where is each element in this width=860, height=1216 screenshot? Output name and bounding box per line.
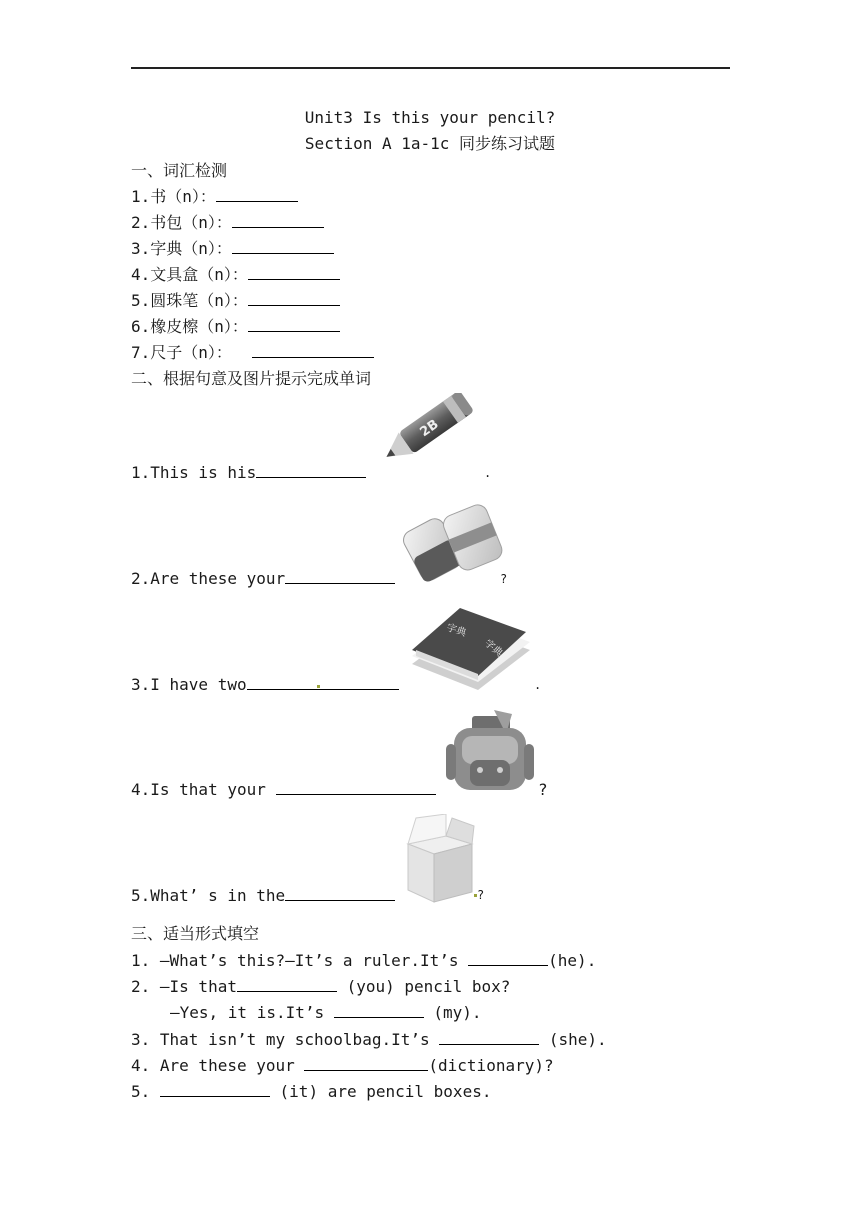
dictionary-label: 字典 (482, 637, 505, 660)
answer-blank[interactable] (285, 567, 395, 584)
vocab-item-5 (131, 289, 340, 313)
question-text: 1.This is his (131, 463, 257, 482)
worksheet-subtitle: Section A 1a-1c 同步练习试题 (304, 134, 556, 153)
answer-blank[interactable] (160, 1080, 270, 1097)
section3-heading: 三、适当形式填空 (131, 924, 260, 943)
question-text: 4. Are these your (131, 1056, 305, 1075)
vocab-item-1 (131, 185, 298, 209)
answer-blank[interactable] (232, 211, 324, 228)
vocab-item-6 (131, 315, 340, 339)
picture-question-3 (131, 673, 399, 697)
question-text: 5.What’ s in the (131, 886, 286, 905)
vocab-item-7 (131, 341, 374, 365)
fill-question-2 (131, 975, 510, 999)
worksheet-title: Unit3 Is this your pencil? (304, 108, 556, 127)
question-text: 3. That isn’t my schoolbag.It’s (131, 1030, 440, 1049)
answer-blank[interactable] (247, 673, 399, 690)
question-text: 2. —Is that (131, 977, 237, 996)
question-end-mark (474, 888, 484, 902)
question-text: 2.Are these your (131, 569, 286, 588)
eraser-icon (402, 500, 506, 582)
answer-blank[interactable] (304, 1054, 428, 1071)
vocab-label: 6.橡皮檫（n）： (131, 317, 248, 336)
answer-blank[interactable] (248, 263, 340, 280)
fill-question-2-reply (170, 1001, 482, 1025)
fill-question-5 (131, 1080, 491, 1104)
hint-text: (my). (423, 1003, 482, 1022)
hint-text: (she). (539, 1030, 607, 1049)
vocab-label: 1.书（n）： (131, 187, 216, 206)
answer-blank[interactable] (439, 1028, 539, 1045)
pencil-label: 2B (417, 416, 442, 441)
section1-heading: 一、词汇检测 (131, 161, 228, 180)
pencil-icon (372, 393, 484, 465)
vocab-item-2 (131, 211, 324, 235)
question-text: 1. —What’s this?—It’s a ruler.It’s (131, 951, 469, 970)
picture-question-4 (131, 778, 436, 802)
answer-blank[interactable] (216, 185, 298, 202)
schoolbag-icon (444, 708, 540, 798)
picture-question-2 (131, 567, 395, 591)
box-icon (402, 814, 478, 904)
question-text: 5. (131, 1082, 160, 1101)
vocab-label: 2.书包（n）： (131, 213, 232, 232)
fill-question-1 (131, 949, 596, 973)
question-text: 4.Is that your (131, 780, 276, 799)
answer-blank[interactable] (252, 341, 374, 358)
question-end-mark: ? (500, 572, 508, 586)
dictionary-icon (406, 604, 532, 690)
vocab-label: 3.字典（n）： (131, 239, 232, 258)
dictionary-label: 字典 (445, 622, 468, 640)
hint-text: (you) pencil box? (336, 977, 511, 996)
question-text: 3.I have two (131, 675, 247, 694)
picture-question-5 (131, 884, 395, 908)
vocab-item-4 (131, 263, 340, 287)
picture-question-1 (131, 461, 366, 485)
fill-question-3 (131, 1028, 607, 1052)
answer-blank[interactable] (334, 1001, 424, 1018)
question-end-mark: . (484, 466, 492, 480)
header-rule (131, 67, 730, 69)
section2-heading: 二、根据句意及图片提示完成单词 (131, 369, 372, 388)
question-text: —Yes, it is.It’s (170, 1003, 334, 1022)
hint-text: (it) are pencil boxes. (269, 1082, 492, 1101)
vocab-label: 7.尺子（n）： (131, 343, 232, 362)
answer-blank[interactable] (248, 315, 340, 332)
mark-dot (317, 685, 320, 688)
fill-question-4 (131, 1054, 554, 1078)
vocab-label: 4.文具盒（n）： (131, 265, 248, 284)
hint-text: (he). (548, 951, 597, 970)
answer-blank[interactable] (232, 237, 334, 254)
vocab-item-3 (131, 237, 334, 261)
answer-blank[interactable] (237, 975, 337, 992)
question-end-mark: . (534, 678, 542, 692)
question-end-mark: ? (538, 780, 548, 799)
answer-blank[interactable] (285, 884, 395, 901)
answer-blank[interactable] (248, 289, 340, 306)
answer-blank[interactable] (468, 949, 548, 966)
answer-blank[interactable] (276, 778, 436, 795)
answer-blank[interactable] (256, 461, 366, 478)
hint-text: (dictionary)? (428, 1056, 554, 1075)
vocab-label: 5.圆珠笔（n）： (131, 291, 248, 310)
end-char: ? (477, 888, 485, 902)
